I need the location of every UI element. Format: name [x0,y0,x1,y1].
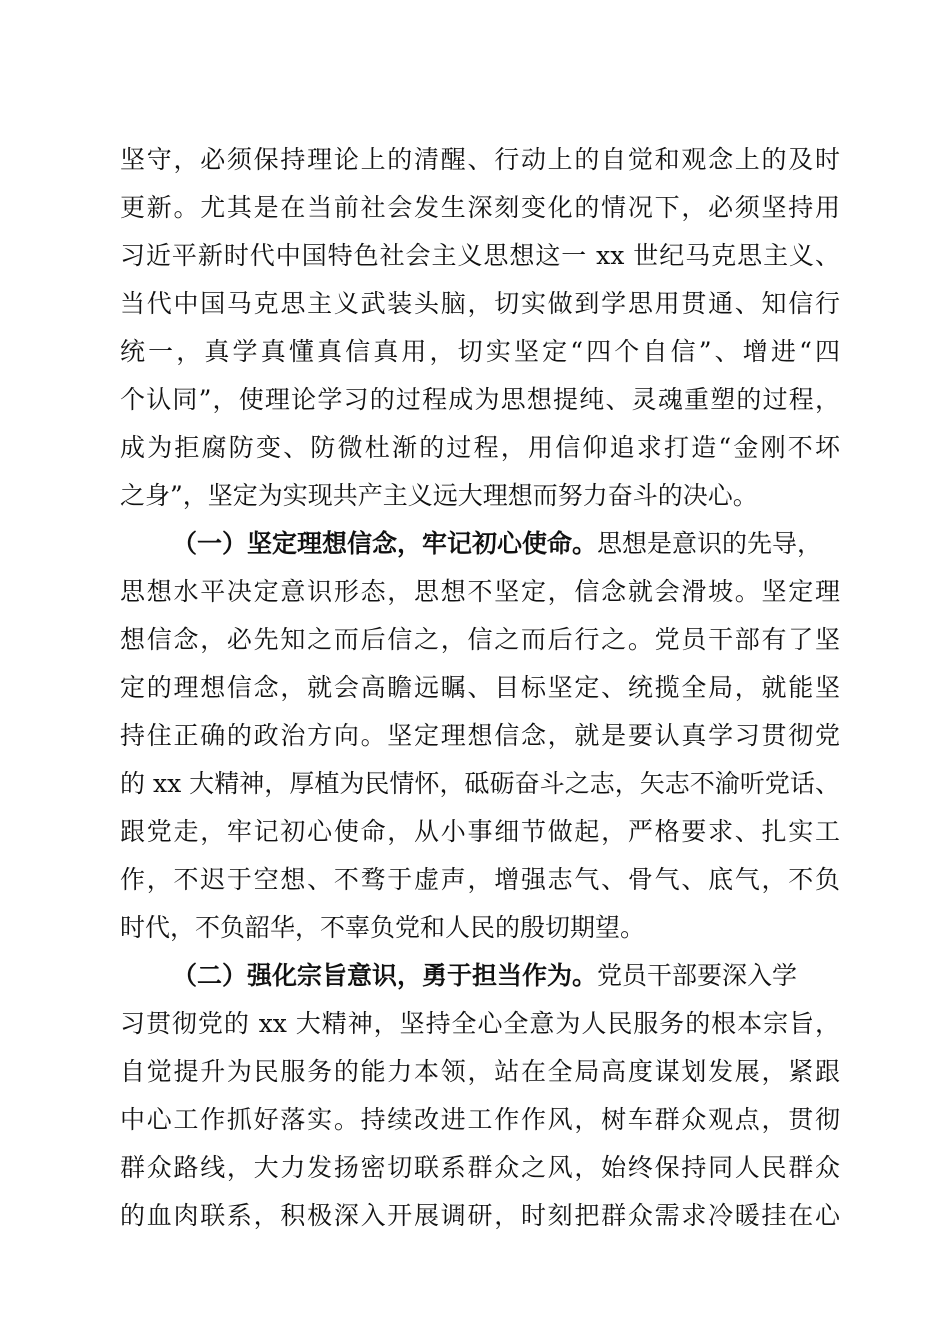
section-2-first-line-text: 党员干部要深入学 [597,961,798,990]
paragraph-line: 思想水平决定意识形态，思想不坚定，信念就会滑坡。坚定理 [120,577,840,606]
paragraph-line: 群众路线，大力发扬密切联系群众之风，始终保持同人民群众 [120,1153,840,1182]
paragraph-line: 定的理想信念，就会高瞻远瞩、目标坚定、统揽全局，就能坚 [120,673,840,702]
section-2-heading: （二）强化宗旨意识，勇于担当作为。 [172,961,598,990]
paragraph-line: 的血肉联系，积极深入开展调研，时刻把群众需求冷暖挂在心 [120,1201,840,1230]
paragraph-line: 个认同”，使理论学习的过程成为思想提纯、灵魂重塑的过程， [120,385,840,414]
paragraph-line: 习近平新时代中国特色社会主义思想这一 xx 世纪马克思主义、 [120,241,840,270]
paragraph-line: 统一，真学真懂真信真用，切实坚定“四个自信”、增进“四 [120,337,840,366]
paragraph-line: 更新。尤其是在当前社会发生深刻变化的情况下，必须坚持用 [120,193,840,222]
paragraph-line: 坚守，必须保持理论上的清醒、行动上的自觉和观念上的及时 [120,145,840,174]
paragraph-line: 当代中国马克思主义武装头脑，切实做到学思用贯通、知信行 [120,289,840,318]
paragraph-line: 之身”，坚定为实现共产主义远大理想而努力奋斗的决心。 [120,481,758,510]
paragraph-line: 习贯彻党的 xx 大精神，坚持全心全意为人民服务的根本宗旨， [120,1009,840,1038]
paragraph-line: 成为拒腐防变、防微杜渐的过程，用信仰追求打造“金刚不坏 [120,433,840,462]
paragraph-line: 的 xx 大精神，厚植为民情怀，砥砺奋斗之志，矢志不渝听党话、 [120,769,840,798]
paragraph-line: 作，不迟于空想、不骛于虚声，增强志气、骨气、底气，不负 [120,865,840,894]
section-1-first-line-text: 思想是意识的先导， [597,529,823,558]
section-2-first-line [172,959,840,993]
paragraph-line: 跟党走，牢记初心使命，从小事细节做起，严格要求、扎实工 [120,817,840,846]
paragraph-line: 时代，不负韶华，不辜负党和人民的殷切期望。 [120,913,646,942]
section-1-heading: （一）坚定理想信念，牢记初心使命。 [172,529,598,558]
section-1-first-line [172,527,840,561]
paragraph-line: 中心工作抓好落实。持续改进工作作风，树车群众观点，贯彻 [120,1105,840,1134]
paragraph-line: 自觉提升为民服务的能力本领，站在全局高度谋划发展，紧跟 [120,1057,840,1086]
paragraph-line: 想信念，必先知之而后信之，信之而后行之。党员干部有了坚 [120,625,840,654]
paragraph-line: 持住正确的政治方向。坚定理想信念，就是要认真学习贯彻党 [120,721,840,750]
